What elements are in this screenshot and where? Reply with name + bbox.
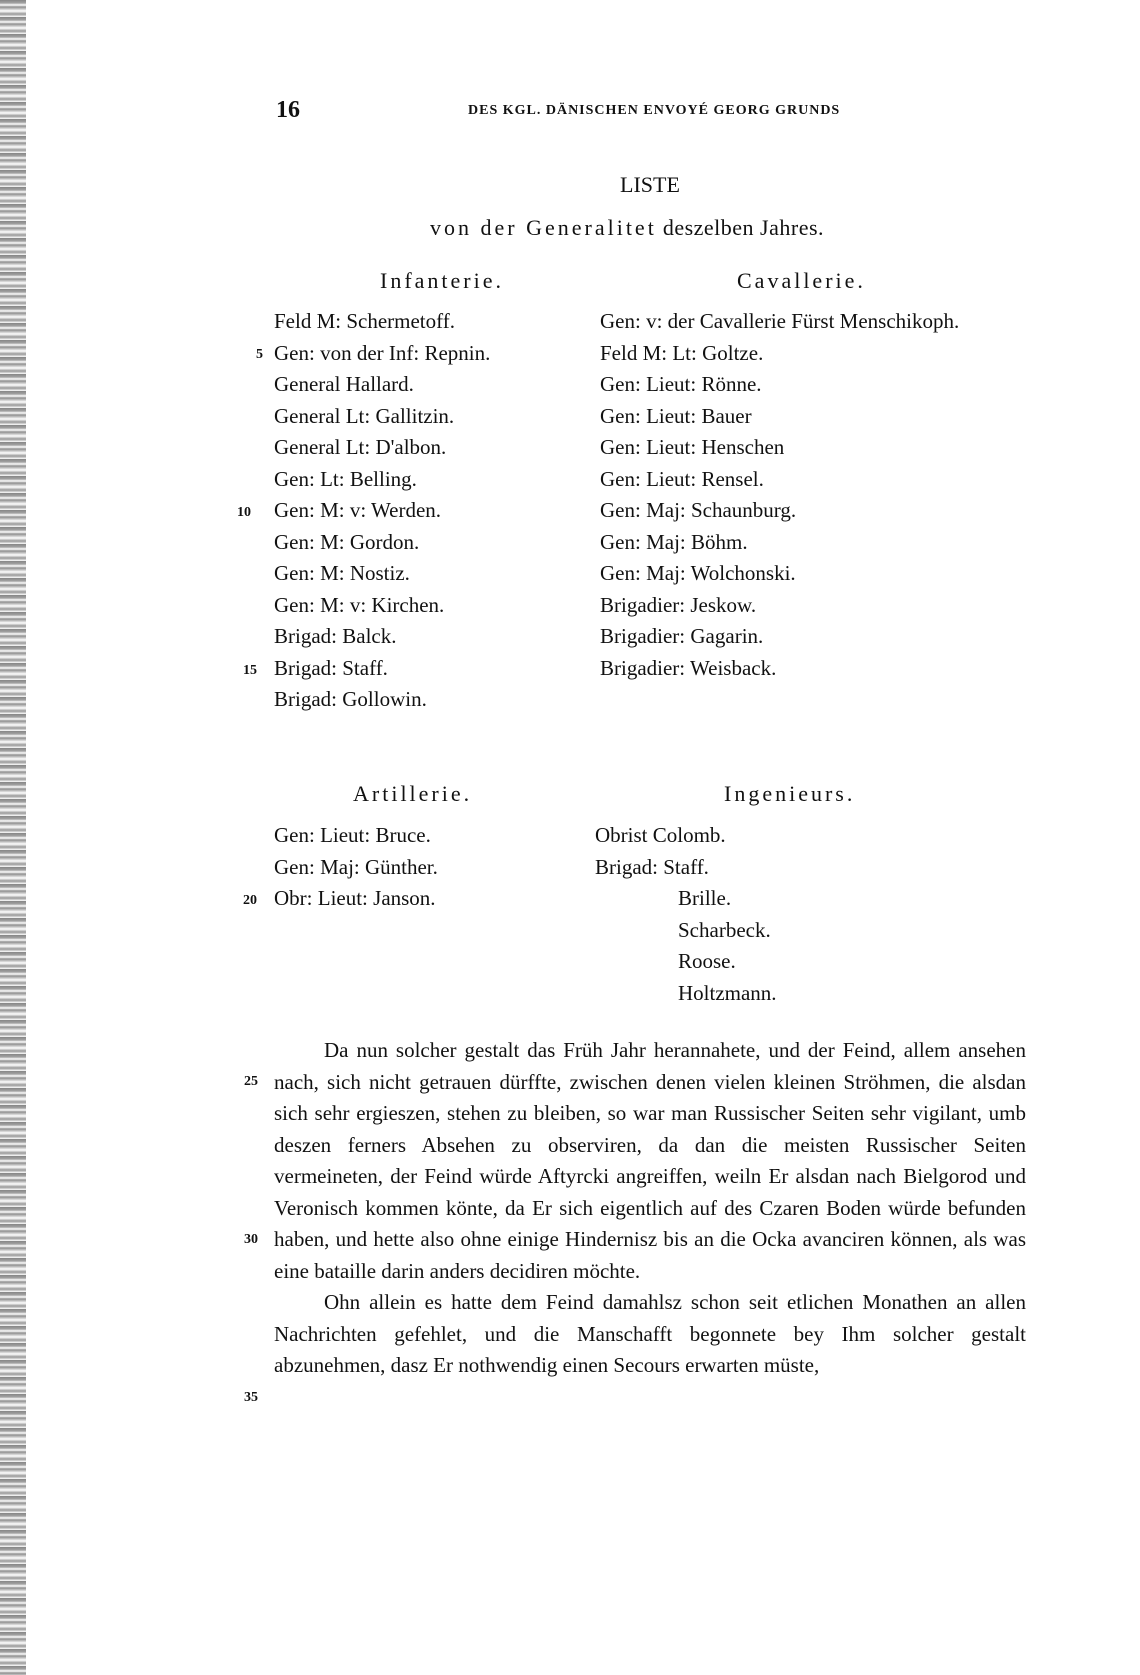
list-item: Gen: Maj: Böhm. <box>600 529 748 554</box>
list-item: Scharbeck. <box>678 917 771 942</box>
artillerie-heading: Artillerie. <box>353 781 473 806</box>
list-item: Gen: Maj: Schaunburg. <box>600 498 797 522</box>
infanterie-heading: Infanterie. <box>380 268 504 293</box>
running-head: DES KGL. DÄNISCHEN ENVOYÉ GEORG GRUNDS <box>468 103 841 118</box>
list-item: Brigadier: Jeskow. <box>600 592 757 617</box>
list-item: Gen: Maj: Wolchonski. <box>600 561 796 585</box>
list-subtitle-rest: deszelben Jahres. <box>662 215 825 240</box>
line-number: 15 <box>243 663 257 678</box>
list-item: Gen: M: Gordon. <box>274 529 420 554</box>
list-title: LISTE <box>620 172 680 197</box>
list-item: Brille. <box>678 886 732 910</box>
artillerie-list <box>274 820 438 915</box>
list-item: General Hallard. <box>274 372 414 396</box>
list-subtitle <box>430 215 824 241</box>
list-item: Brigadier: Weisback. <box>600 655 777 680</box>
ingenieurs-heading: Ingenieurs. <box>724 781 856 806</box>
body-text <box>274 1035 1026 1382</box>
list-item: General Lt: D'albon. <box>274 435 447 459</box>
line-number: 5 <box>256 347 263 362</box>
list-item: General Lt: Gallitzin. <box>274 403 455 428</box>
list-item: Brigadier: Gagarin. <box>600 624 764 648</box>
list-item: Obrist Colomb. <box>595 823 726 847</box>
ingenieurs-list <box>595 820 777 1009</box>
list-item: Brigad: Staff. <box>595 854 709 879</box>
page-number: 16 <box>276 97 300 123</box>
list-item: Brigad: Gollowin. <box>274 687 427 711</box>
paragraph: Ohn allein es hatte dem Feind damahlsz schon seit etlichen Monathen an allen Nachrichten gefehlet, und die Manschafft begonnete bey Ihm solcher gestalt abzunehmen, dasz Er nothwendig einen Secours erwarten müste, <box>274 1290 1026 1377</box>
cavallerie-list <box>600 306 959 684</box>
list-item: Brigad: Balck. <box>274 624 397 648</box>
list-item: Gen: v: der Cavallerie Fürst Menschikoph. <box>600 309 960 333</box>
list-item: Gen: von der Inf: Repnin. <box>274 340 491 365</box>
list-item: Gen: Lieut: Rensel. <box>600 466 764 491</box>
paragraph: Da nun solcher gestalt das Früh Jahr herannahete, und der Feind, allem ansehen nach, sich nicht getrauen dürffte, zwischen denen vielen kleinen Ströhmen, die alsdan sich sehr ergieszen, stehen zu bleiben, so war man Russischer Seiten sehr vigilant, umb deszen ferners Absehen zu observiren, da dan die meisten Russischer Seiten vermeineten, der Feind würde Aftyrcki angreiffen, weiln Er alsdan nach Bielgorod und Veronisch kommen könte, da Er sich eigentlich auf des Czaren Boden würde befunden haben, und hette also ohne einige Hindernisz bis an die Ocka avanciren können, als was eine bataille darin anders decidiren möchte. <box>274 1038 1026 1283</box>
list-item: Roose. <box>678 949 736 973</box>
line-number: 10 <box>237 505 251 520</box>
list-item: Gen: Lieut: Bauer <box>600 403 752 428</box>
line-number: 20 <box>243 893 257 908</box>
list-item: Obr: Lieut: Janson. <box>274 886 436 910</box>
infanterie-list <box>274 306 490 716</box>
list-item: Feld M: Schermetoff. <box>274 309 456 333</box>
list-subtitle-spaced: von der Generalitet <box>430 215 657 240</box>
list-item: Gen: M: Nostiz. <box>274 561 410 585</box>
line-number: 25 <box>244 1074 258 1089</box>
list-item: Brigad: Staff. <box>274 655 388 680</box>
list-item: Holtzmann. <box>678 980 777 1005</box>
list-item: Gen: Lieut: Rönne. <box>600 372 762 396</box>
scan-edge-shadow <box>0 0 26 1675</box>
list-item: Gen: M: v: Werden. <box>274 498 442 522</box>
list-item: Gen: Lt: Belling. <box>274 466 417 491</box>
list-item: Gen: M: v: Kirchen. <box>274 592 445 617</box>
list-item: Gen: Maj: Günther. <box>274 854 438 879</box>
list-item: Feld M: Lt: Goltze. <box>600 340 764 365</box>
line-number: 30 <box>244 1232 258 1247</box>
cavallerie-heading: Cavallerie. <box>737 268 866 293</box>
line-number: 35 <box>244 1390 258 1405</box>
list-item: Gen: Lieut: Henschen <box>600 435 785 459</box>
list-item: Gen: Lieut: Bruce. <box>274 823 431 847</box>
